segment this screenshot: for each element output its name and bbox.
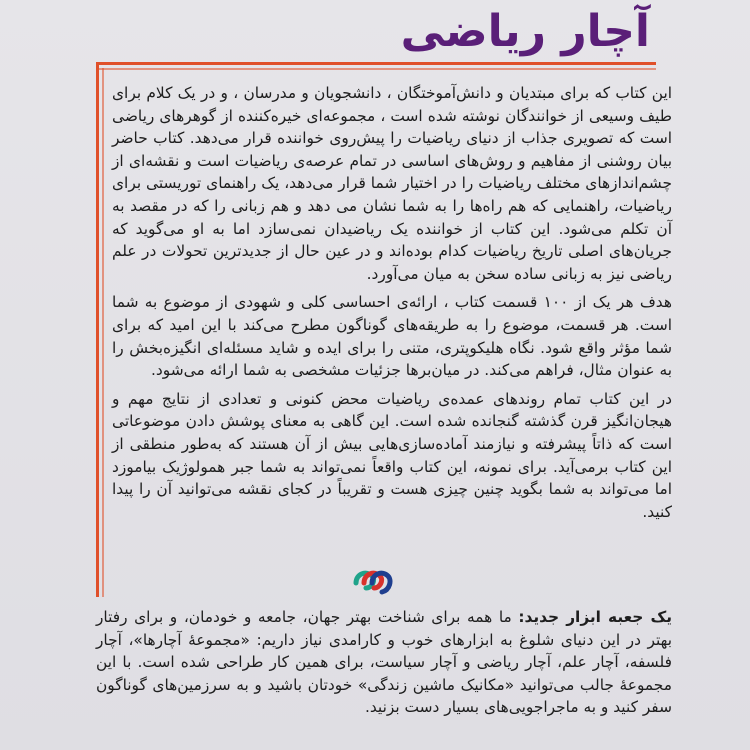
frame-top-border [96,62,656,65]
paragraph-goal: هدف هر یک از ۱۰۰ قسمت کتاب ، ارائه‌ی احساسی کلی و شهودی از موضوع به شما است. هر قسمت، موضوع را به طریقه‌های گوناگون مطرح می‌کند با این امید که برای شما مؤثر واقع شود. نگاه هلیکوپتری، متنی را برای ایده و شاید مسئله‌ای انگیزه‌بخش را به عنوان مثال، فراهم می‌کند. در میان‌برها جزئیات مشخصی به شما ارائه می‌شود. [112,293,672,380]
frame-top-border-inner [96,68,656,70]
series-heading: یک جعبه ابزار جدید: [518,608,672,626]
book-title: آچار ریاضی [400,6,650,57]
publisher-logo-icon [350,566,398,600]
frame-left-border-inner [102,68,104,597]
description-text [112,82,672,529]
series-text: ما همه برای شناخت بهتر جهان، جامعه و خودمان، و برای رفتار بهتر در این دنیای شلوغ به ابزارهای خوب و کارامدی نیاز داریم: «مجموعهٔ آچارها»، آچار فلسفه، آچار علم، آچار ریاضی و آچار سیاست، برای همین کار طراحی شده است. با این مجموعهٔ جالب می‌توانید «مکانیک ماشین زندگی» خودتان باشید و به سرزمین‌های گوناگون سفر کنید و به ماجراجویی‌های بسیار دست بزنید. [96,608,672,717]
frame-left-border [96,62,99,597]
paragraph-intro: این کتاب که برای مبتدیان و دانش‌آموختگان ، دانشجویان و مدرسان ، و در یک کلام برای طیف وسیعی از خوانندگان نوشته شده است ، مجموعه‌ای خیره‌کننده از گوهرهای ریاضی است که تصویری جذاب از دنیای ریاضیات را پیش‌روی خواننده قرار می‌دهد. کتاب حاضر بیان روشنی از مفاهیم و روش‌های اساسی در تمام عرصه‌ی ریاضیات است و نقشه‌ای از چشم‌اندازهای مختلف ریاضیات را در اختیار شما قرار می‌دهد، یک راهنمای توریستی برای ریاضیات، راهنمایی که هم راه‌ها را به شما نشان می دهد و هم زبانی را که در مقصد به آن تکلم می‌شود. این کتاب از خواننده یک ریاضیدان نمی‌سازد اما به او می‌گوید که جریان‌های اصلی تاریخ ریاضیات کدام بوده‌اند و در عین حال از جدیدترین تحولات در علم ریاضی نیز به زبانی ساده سخن به میان می‌آورد. [112,84,672,283]
series-description [96,606,672,719]
paragraph-scope: در این کتاب تمام روندهای عمده‌ی ریاضیات محض کنونی و تعدادی از نتایج مهم و هیجان‌انگیز قرن گذشته گنجانده شده است. این گاهی به معنای پوشش دادن موضوعاتی است که ذاتاً پیشرفته و نیازمند آماده‌سازی‌هایی بیش از آن هستند که به‌طور منطقی از این کتاب برمی‌آید. برای نمونه، این کتاب واقعاً نمی‌تواند به شما جبر همولوژیک بیاموزد اما می‌تواند به شما بگوید چنین چیزی هست و تقریباً در کجای نقشه می‌توانید آن را پیدا کنید. [112,389,672,521]
